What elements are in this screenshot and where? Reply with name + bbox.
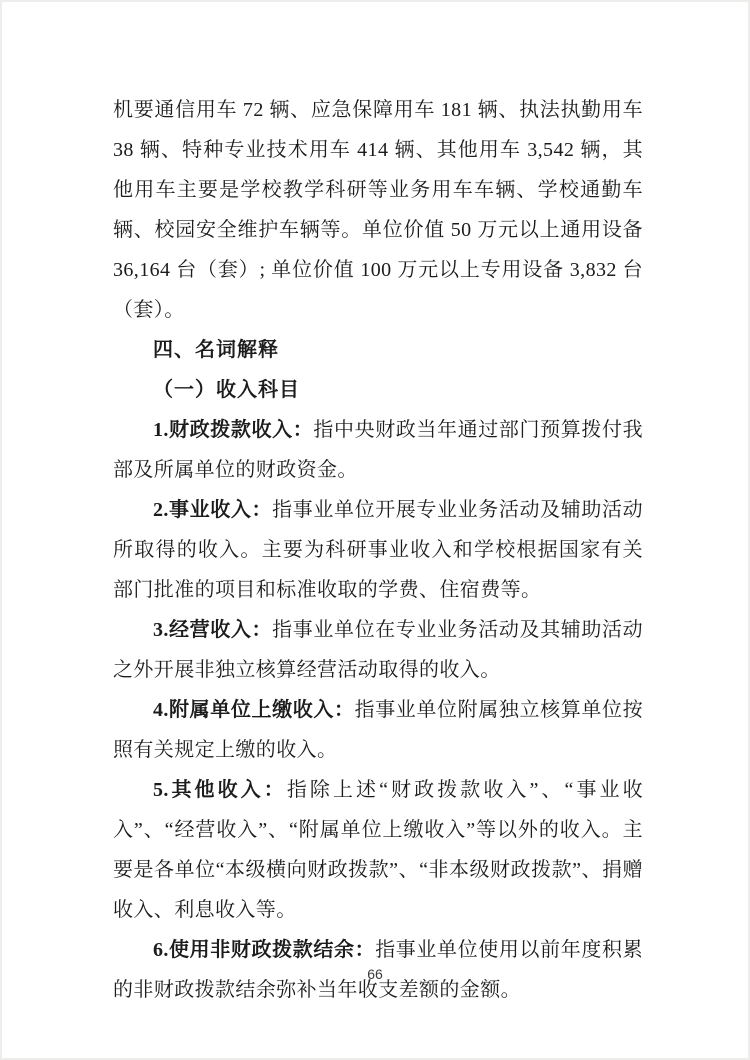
page-number: 66 bbox=[367, 966, 383, 982]
definition-text: 指中央财政当年通过部门预算拨付我部及所属单位的财政资金。 bbox=[113, 419, 643, 481]
definition-5-other-income bbox=[113, 770, 643, 930]
term: 3.经营收入： bbox=[153, 619, 273, 641]
term: 2.事业收入： bbox=[153, 499, 273, 521]
section-heading-glossary bbox=[113, 330, 643, 370]
definition-2-operational-income bbox=[113, 490, 643, 610]
heading-text: （一）收入科目 bbox=[153, 379, 300, 401]
definition-3-business-income bbox=[113, 610, 643, 690]
definition-text: 指事业单位使用以前年度积累的非财政拨款结余弥补当年收支差额的金额。 bbox=[113, 939, 643, 1001]
term: 6.使用非财政拨款结余： bbox=[153, 939, 376, 961]
heading-text: 四、名词解释 bbox=[153, 339, 279, 361]
document-body bbox=[113, 90, 643, 1010]
definition-text: 指事业单位附属独立核算单位按照有关规定上缴的收入。 bbox=[113, 699, 643, 761]
definition-text: 指事业单位在专业业务活动及其辅助活动之外开展非独立核算经营活动取得的收入。 bbox=[113, 619, 643, 681]
term: 5.其他收入： bbox=[153, 779, 287, 801]
term: 4.附属单位上缴收入： bbox=[153, 699, 355, 721]
definition-text: 指除上述“财政拨款收入”、“事业收入”、“经营收入”、“附属单位上缴收入”等以外的收入。主要是各单位“本级横向财政拨款”、“非本级财政拨款”、捐赠收入、利息收入等。 bbox=[113, 779, 643, 921]
paragraph-vehicle-equipment bbox=[113, 90, 643, 330]
term: 1.财政拨款收入： bbox=[153, 419, 314, 441]
subsection-heading-income-items bbox=[113, 370, 643, 410]
definition-1-fiscal-appropriation-income bbox=[113, 410, 643, 490]
definition-text: 指事业单位开展专业业务活动及辅助活动所取得的收入。主要为科研事业收入和学校根据国家有关部门批准的项目和标准收取的学费、住宿费等。 bbox=[113, 499, 643, 601]
paragraph-text: 机要通信用车 72 辆、应急保障用车 181 辆、执法执勤用车 38 辆、特种专业技术用车 414 辆、其他用车 3,542 辆，其他用车主要是学校教学科研等业务用车车辆、学校通勤车辆、校园安全维护车辆等。单位价值 50 万元以上通用设备 36,164 台（套）; 单位价值 100 万元以上专用设备 3,832 台（套）。 bbox=[113, 99, 643, 321]
definition-4-subsidiary-remittance-income bbox=[113, 690, 643, 770]
